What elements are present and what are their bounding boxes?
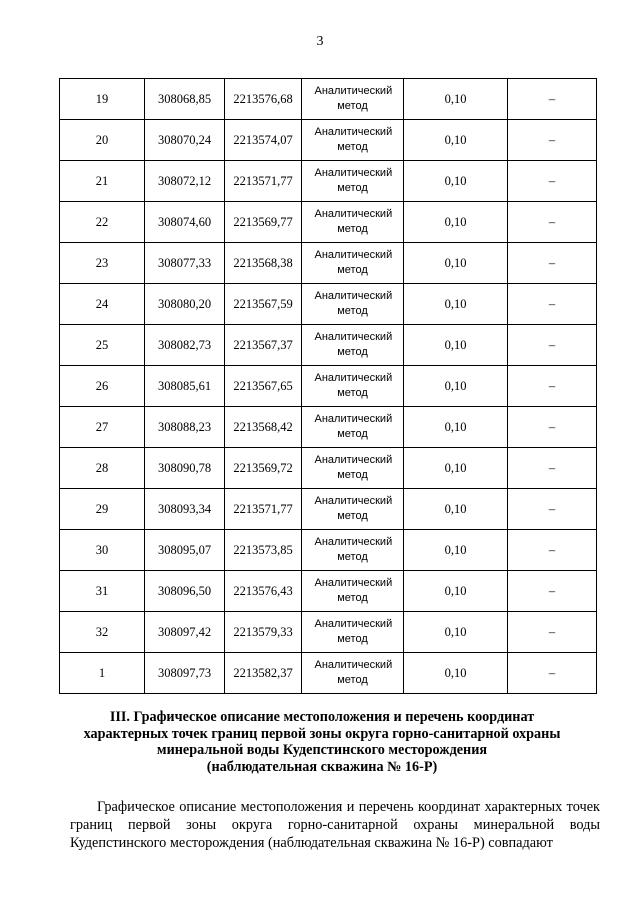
x-coordinate-cell: 308077,33 bbox=[145, 243, 225, 284]
point-number-cell: 23 bbox=[60, 243, 145, 284]
section-heading-line: III. Графическое описание местоположения и перечень координат bbox=[109, 709, 535, 725]
accuracy-cell: 0,10 bbox=[404, 530, 508, 571]
accuracy-cell: 0,10 bbox=[404, 407, 508, 448]
table-row bbox=[60, 161, 597, 202]
method-text: Аналитический метод bbox=[314, 85, 393, 112]
method-text: Аналитический метод bbox=[314, 454, 393, 481]
section-heading-line: минеральной воды Кудепстинского месторождения bbox=[156, 742, 488, 758]
accuracy-cell: 0,10 bbox=[404, 120, 508, 161]
point-number-cell: 29 bbox=[60, 489, 145, 530]
method-text: Аналитический метод bbox=[314, 249, 393, 276]
accuracy-cell: 0,10 bbox=[404, 571, 508, 612]
y-coordinate-cell: 2213573,85 bbox=[225, 530, 302, 571]
accuracy-cell: 0,10 bbox=[404, 202, 508, 243]
point-number-cell: 20 bbox=[60, 120, 145, 161]
section-body-text: Графическое описание местоположения и перечень координат характерных точек границ первой зоны округа горно-санитарной охраны минеральной воды Кудепстинского месторождения (наблюдательная скважина № 16-Р) совпадают bbox=[70, 799, 600, 851]
x-coordinate-cell: 308074,60 bbox=[145, 202, 225, 243]
method-cell bbox=[302, 407, 404, 448]
accuracy-cell: 0,10 bbox=[404, 653, 508, 694]
note-cell: – bbox=[508, 489, 597, 530]
x-coordinate-cell: 308070,24 bbox=[145, 120, 225, 161]
note-cell: – bbox=[508, 161, 597, 202]
x-coordinate-cell: 308093,34 bbox=[145, 489, 225, 530]
y-coordinate-cell: 2213567,59 bbox=[225, 284, 302, 325]
table-row bbox=[60, 202, 597, 243]
table-row bbox=[60, 366, 597, 407]
method-cell bbox=[302, 284, 404, 325]
note-cell: – bbox=[508, 79, 597, 120]
table-row bbox=[60, 571, 597, 612]
point-number-cell: 32 bbox=[60, 612, 145, 653]
note-cell: – bbox=[508, 530, 597, 571]
y-coordinate-cell: 2213568,38 bbox=[225, 243, 302, 284]
method-text: Аналитический метод bbox=[314, 577, 393, 604]
y-coordinate-cell: 2213569,77 bbox=[225, 202, 302, 243]
y-coordinate-cell: 2213582,37 bbox=[225, 653, 302, 694]
accuracy-cell: 0,10 bbox=[404, 325, 508, 366]
accuracy-cell: 0,10 bbox=[404, 448, 508, 489]
x-coordinate-cell: 308068,85 bbox=[145, 79, 225, 120]
method-text: Аналитический метод bbox=[314, 208, 393, 235]
method-text: Аналитический метод bbox=[314, 290, 393, 317]
x-coordinate-cell: 308096,50 bbox=[145, 571, 225, 612]
y-coordinate-cell: 2213571,77 bbox=[225, 489, 302, 530]
coordinates-table bbox=[59, 78, 597, 694]
point-number-cell: 19 bbox=[60, 79, 145, 120]
accuracy-cell: 0,10 bbox=[404, 243, 508, 284]
point-number-cell: 26 bbox=[60, 366, 145, 407]
point-number-cell: 30 bbox=[60, 530, 145, 571]
method-cell bbox=[302, 366, 404, 407]
y-coordinate-cell: 2213571,77 bbox=[225, 161, 302, 202]
section-heading bbox=[40, 709, 604, 775]
point-number-cell: 27 bbox=[60, 407, 145, 448]
method-text: Аналитический метод bbox=[314, 413, 393, 440]
section-heading-line: характерных точек границ первой зоны округа горно-санитарной охраны bbox=[83, 725, 561, 742]
accuracy-cell: 0,10 bbox=[404, 161, 508, 202]
method-text: Аналитический метод bbox=[314, 331, 393, 358]
x-coordinate-cell: 308097,73 bbox=[145, 653, 225, 694]
point-number-cell: 28 bbox=[60, 448, 145, 489]
accuracy-cell: 0,10 bbox=[404, 612, 508, 653]
point-number-cell: 1 bbox=[60, 653, 145, 694]
method-cell bbox=[302, 79, 404, 120]
method-cell bbox=[302, 161, 404, 202]
y-coordinate-cell: 2213574,07 bbox=[225, 120, 302, 161]
y-coordinate-cell: 2213567,65 bbox=[225, 366, 302, 407]
x-coordinate-cell: 308097,42 bbox=[145, 612, 225, 653]
method-cell bbox=[302, 530, 404, 571]
table-row bbox=[60, 407, 597, 448]
y-coordinate-cell: 2213576,43 bbox=[225, 571, 302, 612]
section-heading-line: (наблюдательная скважина № 16-Р) bbox=[206, 758, 438, 775]
accuracy-cell: 0,10 bbox=[404, 284, 508, 325]
table-row bbox=[60, 653, 597, 694]
method-text: Аналитический метод bbox=[314, 167, 393, 194]
method-text: Аналитический метод bbox=[314, 126, 393, 153]
table-row bbox=[60, 530, 597, 571]
note-cell: – bbox=[508, 120, 597, 161]
method-cell bbox=[302, 571, 404, 612]
table-row bbox=[60, 448, 597, 489]
method-cell bbox=[302, 243, 404, 284]
method-cell bbox=[302, 120, 404, 161]
note-cell: – bbox=[508, 366, 597, 407]
y-coordinate-cell: 2213576,68 bbox=[225, 79, 302, 120]
note-cell: – bbox=[508, 284, 597, 325]
table-row bbox=[60, 120, 597, 161]
accuracy-cell: 0,10 bbox=[404, 79, 508, 120]
note-cell: – bbox=[508, 653, 597, 694]
point-number-cell: 22 bbox=[60, 202, 145, 243]
method-text: Аналитический метод bbox=[314, 495, 393, 522]
method-cell bbox=[302, 325, 404, 366]
point-number-cell: 31 bbox=[60, 571, 145, 612]
y-coordinate-cell: 2213567,37 bbox=[225, 325, 302, 366]
y-coordinate-cell: 2213579,33 bbox=[225, 612, 302, 653]
note-cell: – bbox=[508, 407, 597, 448]
y-coordinate-cell: 2213569,72 bbox=[225, 448, 302, 489]
method-text: Аналитический метод bbox=[314, 372, 393, 399]
point-number-cell: 25 bbox=[60, 325, 145, 366]
x-coordinate-cell: 308082,73 bbox=[145, 325, 225, 366]
x-coordinate-cell: 308090,78 bbox=[145, 448, 225, 489]
note-cell: – bbox=[508, 243, 597, 284]
note-cell: – bbox=[508, 202, 597, 243]
table-row bbox=[60, 612, 597, 653]
method-cell bbox=[302, 653, 404, 694]
table-row bbox=[60, 325, 597, 366]
note-cell: – bbox=[508, 571, 597, 612]
method-cell bbox=[302, 489, 404, 530]
table-row bbox=[60, 489, 597, 530]
y-coordinate-cell: 2213568,42 bbox=[225, 407, 302, 448]
x-coordinate-cell: 308080,20 bbox=[145, 284, 225, 325]
point-number-cell: 21 bbox=[60, 161, 145, 202]
x-coordinate-cell: 308088,23 bbox=[145, 407, 225, 448]
table-row bbox=[60, 243, 597, 284]
table-row bbox=[60, 284, 597, 325]
method-text: Аналитический метод bbox=[314, 659, 393, 686]
accuracy-cell: 0,10 bbox=[404, 489, 508, 530]
method-text: Аналитический метод bbox=[314, 536, 393, 563]
point-number-cell: 24 bbox=[60, 284, 145, 325]
note-cell: – bbox=[508, 448, 597, 489]
note-cell: – bbox=[508, 612, 597, 653]
x-coordinate-cell: 308095,07 bbox=[145, 530, 225, 571]
accuracy-cell: 0,10 bbox=[404, 366, 508, 407]
x-coordinate-cell: 308072,12 bbox=[145, 161, 225, 202]
table-row bbox=[60, 79, 597, 120]
note-cell: – bbox=[508, 325, 597, 366]
page-number: 3 bbox=[316, 34, 324, 49]
method-cell bbox=[302, 202, 404, 243]
coordinates-table-body bbox=[60, 79, 597, 694]
method-cell bbox=[302, 448, 404, 489]
method-text: Аналитический метод bbox=[314, 618, 393, 645]
x-coordinate-cell: 308085,61 bbox=[145, 366, 225, 407]
method-cell bbox=[302, 612, 404, 653]
